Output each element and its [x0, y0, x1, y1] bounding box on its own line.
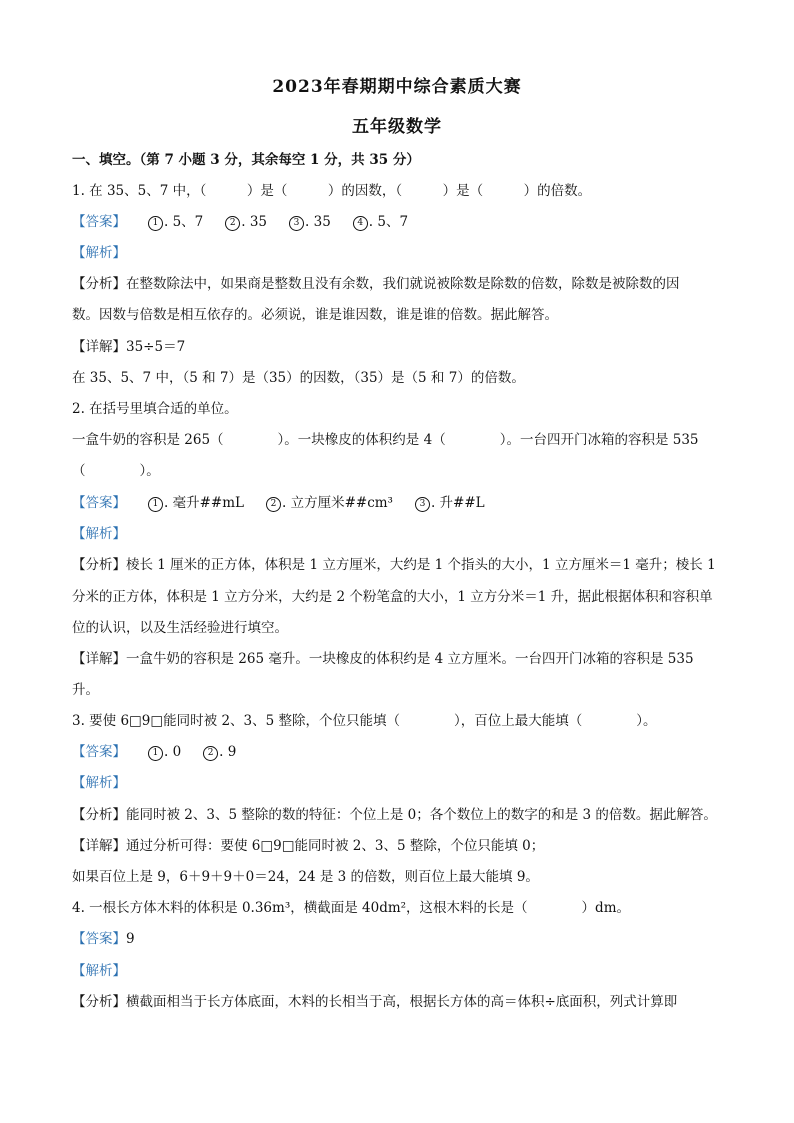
q2-answer-1: 1 . 毫升##mL	[148, 493, 244, 513]
q3-answer-1: 1 . 0	[148, 742, 181, 762]
document-title: 2023年春期期中综合素质大赛	[272, 77, 522, 97]
circled-number-1: 1	[148, 497, 163, 512]
q1-answer-1: 1 . 5、7	[148, 212, 203, 232]
circled-number-1: 1	[148, 746, 163, 761]
q4-answer	[72, 929, 752, 949]
circled-number-2: 2	[225, 216, 240, 231]
q4-analysis-tag: 【解析】	[72, 963, 126, 979]
q1-answer-2: 2 . 35	[225, 212, 267, 232]
q2-answer-3: 3 . 升##L	[415, 493, 485, 513]
circled-number-2: 2	[203, 746, 218, 761]
circled-number-3: 3	[289, 216, 304, 231]
q1-detail: 【详解】35÷5＝7	[72, 339, 186, 355]
circled-number-4: 4	[353, 216, 368, 231]
detail-tag: 【详解】	[72, 838, 126, 854]
q3-analysis-tag: 【解析】	[72, 775, 126, 791]
q1-fenxi: 【分析】在整数除法中，如果商是整数且没有余数，我们就说被除数是除数的倍数，除数是被除数的因	[72, 276, 680, 292]
detail-tag: 【详解】	[72, 339, 126, 355]
q1-stem: 1. 在 35、5、7 中，（ ）是（ ）的因数，（ ）是（ ）的倍数。	[72, 183, 592, 199]
q3-detail: 【详解】通过分析可得：要使 6□9□能同时被 2、3、5 整除，个位只能填 0；	[72, 838, 545, 854]
answer-tag: 【答案】	[72, 495, 126, 511]
q3-answer-2: 2 . 9	[203, 742, 236, 762]
q4-fenxi: 【分析】横截面相当于长方体底面，木料的长相当于高，根据长方体的高＝体积÷底面积，列式计算即	[72, 994, 678, 1010]
circled-number-3: 3	[415, 497, 430, 512]
q4-answer-value: 9	[126, 931, 135, 947]
q2-fenxi: 【分析】棱长 1 厘米的正方体，体积是 1 立方厘米，大约是 1 个指头的大小，1 立方厘米＝1 毫升；棱长 1	[72, 557, 716, 573]
q3-answer	[72, 742, 752, 762]
section-heading: 一、填空。（第 7 小题 3 分，其余每空 1 分，共 35 分）	[72, 152, 420, 168]
q2-line-1: 一盒牛奶的容积是 265（ ）。一块橡皮的体积约是 4（ ）。一台四开门冰箱的容积是 535	[72, 432, 699, 448]
q2-analysis-tag: 【解析】	[72, 526, 126, 542]
answer-tag: 【答案】	[72, 744, 126, 760]
q1-analysis-tag: 【解析】	[72, 245, 126, 261]
q1-fenxi-cont: 数。因数与倍数是相互依存的。必须说，谁是谁因数，谁是谁的倍数。据此解答。	[72, 307, 558, 323]
q1-answer-4: 4 . 5、7	[353, 212, 408, 232]
document-subtitle: 五年级数学	[352, 117, 442, 137]
q1-detail-cont: 在 35、5、7 中，（5 和 7）是（35）的因数，（35）是（5 和 7）的倍数。	[72, 370, 525, 386]
q2-detail: 【详解】一盒牛奶的容积是 265 毫升。一块橡皮的体积约是 4 立方厘米。一台四开门冰箱的容积是 535	[72, 651, 694, 667]
q2-answer-2: 2 . 立方厘米##cm³	[266, 493, 393, 513]
fenxi-tag: 【分析】	[72, 557, 126, 573]
q2-fenxi-cont-2: 位的认识，以及生活经验进行填空。	[72, 620, 288, 636]
fenxi-tag: 【分析】	[72, 276, 126, 292]
q2-stem: 2. 在括号里填合适的单位。	[72, 401, 238, 417]
q2-fenxi-cont-1: 分米的正方体，体积是 1 立方分米，大约是 2 个粉笔盒的大小，1 立方分米＝1 升，据此根据体积和容积单	[72, 589, 713, 605]
q3-fenxi: 【分析】能同时被 2、3、5 整除的数的特征：个位上是 0；各个数位上的数字的和是 3 的倍数。据此解答。	[72, 807, 717, 823]
fenxi-tag: 【分析】	[72, 994, 126, 1010]
answer-tag: 【答案】	[72, 931, 126, 947]
fenxi-tag: 【分析】	[72, 807, 126, 823]
q3-detail-cont: 如果百位上是 9，6＋9＋9＋0＝24，24 是 3 的倍数，则百位上最大能填 9。	[72, 869, 539, 885]
q2-answer	[72, 493, 752, 513]
q1-answer	[72, 212, 752, 232]
circled-number-1: 1	[148, 216, 163, 231]
circled-number-2: 2	[266, 497, 281, 512]
q2-detail-cont: 升。	[72, 682, 99, 698]
q4-stem: 4. 一根长方体木料的体积是 0.36m³，横截面是 40dm²，这根木料的长是（ ）dm。	[72, 900, 631, 916]
answer-tag: 【答案】	[72, 214, 126, 230]
q1-answer-3: 3 . 35	[289, 212, 331, 232]
q2-line-2: （ ）。	[72, 463, 160, 479]
detail-tag: 【详解】	[72, 651, 126, 667]
q3-stem: 3. 要使 6□9□能同时被 2、3、5 整除，个位只能填（ ），百位上最大能填（ ）。	[72, 713, 657, 729]
